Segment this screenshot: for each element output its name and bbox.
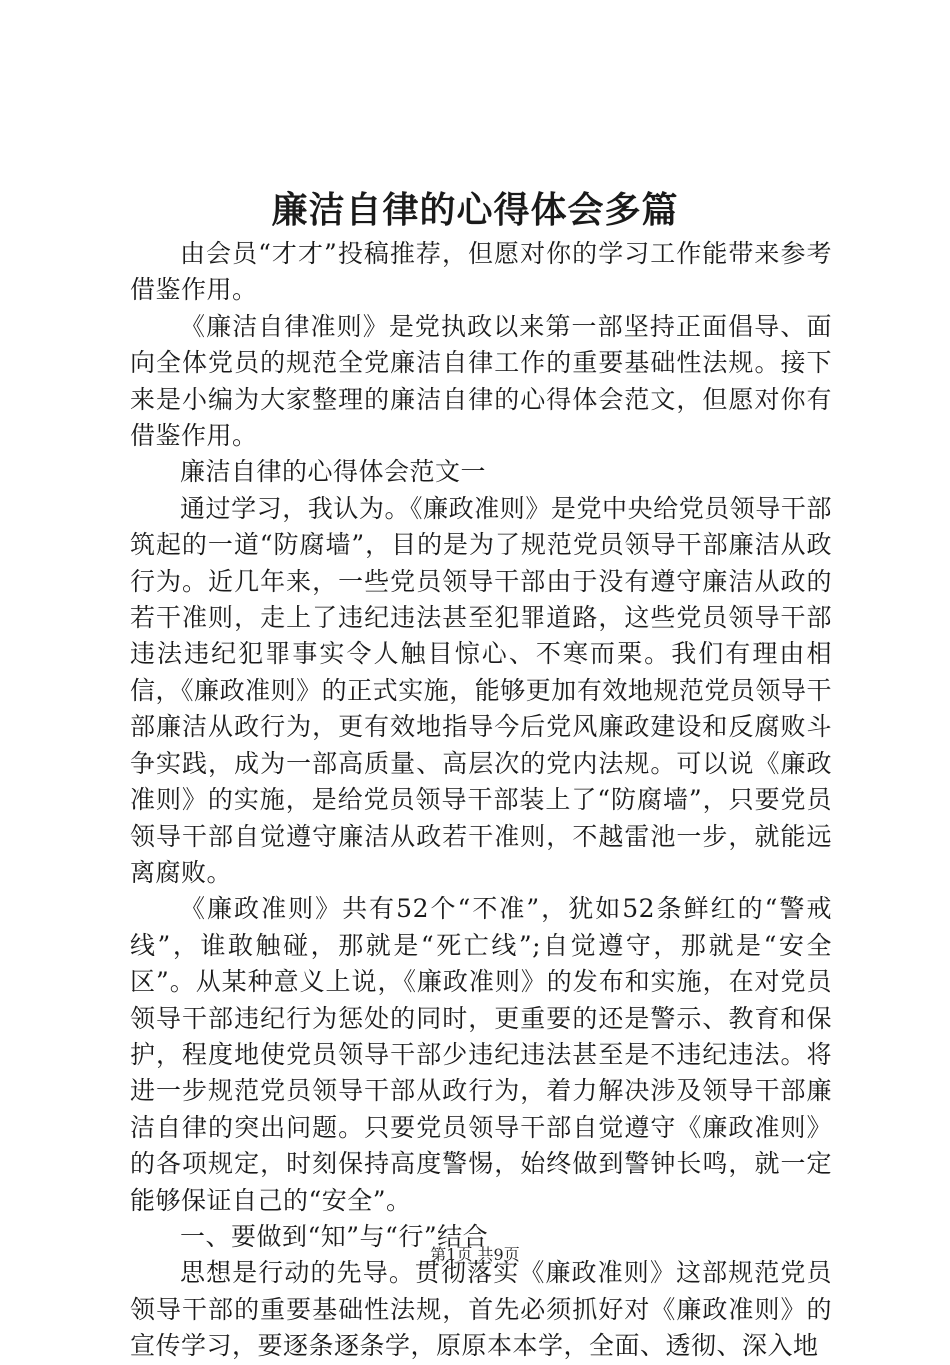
document-title: 廉洁自律的心得体会多篇 [271,189,679,231]
paragraph-intro: 由会员“才才”投稿推荐，但愿对你的学习工作能带来参考借鉴作用。 [130,239,832,305]
document-body [130,236,832,1365]
page-footer: 第1页 共9页 [430,1245,520,1264]
subsection-heading: 一、要做到“知”与“行”结合 [180,1221,489,1251]
paragraph-body: 思想是行动的先导。贯彻落实《廉政准则》这部规范党员领导干部的重要基础性法规，首先必须抓好对《廉政准则》的宣传学习，要逐条逐条学，原原本本学，全面、透彻、深入地 [130,1258,832,1361]
paragraph-body: 《廉政准则》共有52个“不准”，犹如52条鲜红的“警戒线”，谁敢触碰，那就是“死亡线”;自觉遵守，那就是“安全区”。从某种意义上说，《廉政准则》的发布和实施，在对党员领导干部违纪行为惩处的同时，更重要的还是警示、教育和保护，程度地使党员领导干部少违纪违法甚至是不违纪违法。将进一步规范党员领导干部从政行为，着力解决涉及领导干部廉洁自律的突出问题。只要党员领导干部自觉遵守《廉政准则》的各项规定，时刻保持高度警惕，始终做到警钟长鸣，就一定能够保证自己的“安全”。 [130,894,832,1215]
paragraph-body: 通过学习，我认为。《廉政准则》是党中央给党员领导干部筑起的一道“防腐墙”，目的是为了规范党员领导干部廉洁从政行为。近几年来，一些党员领导干部由于没有遵守廉洁从政的若干准则，走上了违纪违法甚至犯罪道路，这些党员领导干部违法违纪犯罪事实令人触目惊心、不寒而栗。我们有理由相信，《廉政准则》的正式实施，能够更加有效地规范党员领导干部廉洁从政行为，更有效地指导今后党风廉政建设和反腐败斗争实践，成为一部高质量、高层次的党内法规。可以说《廉政准则》的实施，是给党员领导干部装上了“防腐墙”，只要党员领导干部自觉遵守廉洁从政若干准则，不越雷池一步，就能远离腐败。 [130,493,832,887]
section-heading: 廉洁自律的心得体会范文一 [180,457,487,487]
paragraph-summary: 《廉洁自律准则》是党执政以来第一部坚持正面倡导、面向全体党员的规范全党廉洁自律工作的重要基础性法规。接下来是小编为大家整理的廉洁自律的心得体会范文，但愿对你有借鉴作用。 [130,311,832,451]
